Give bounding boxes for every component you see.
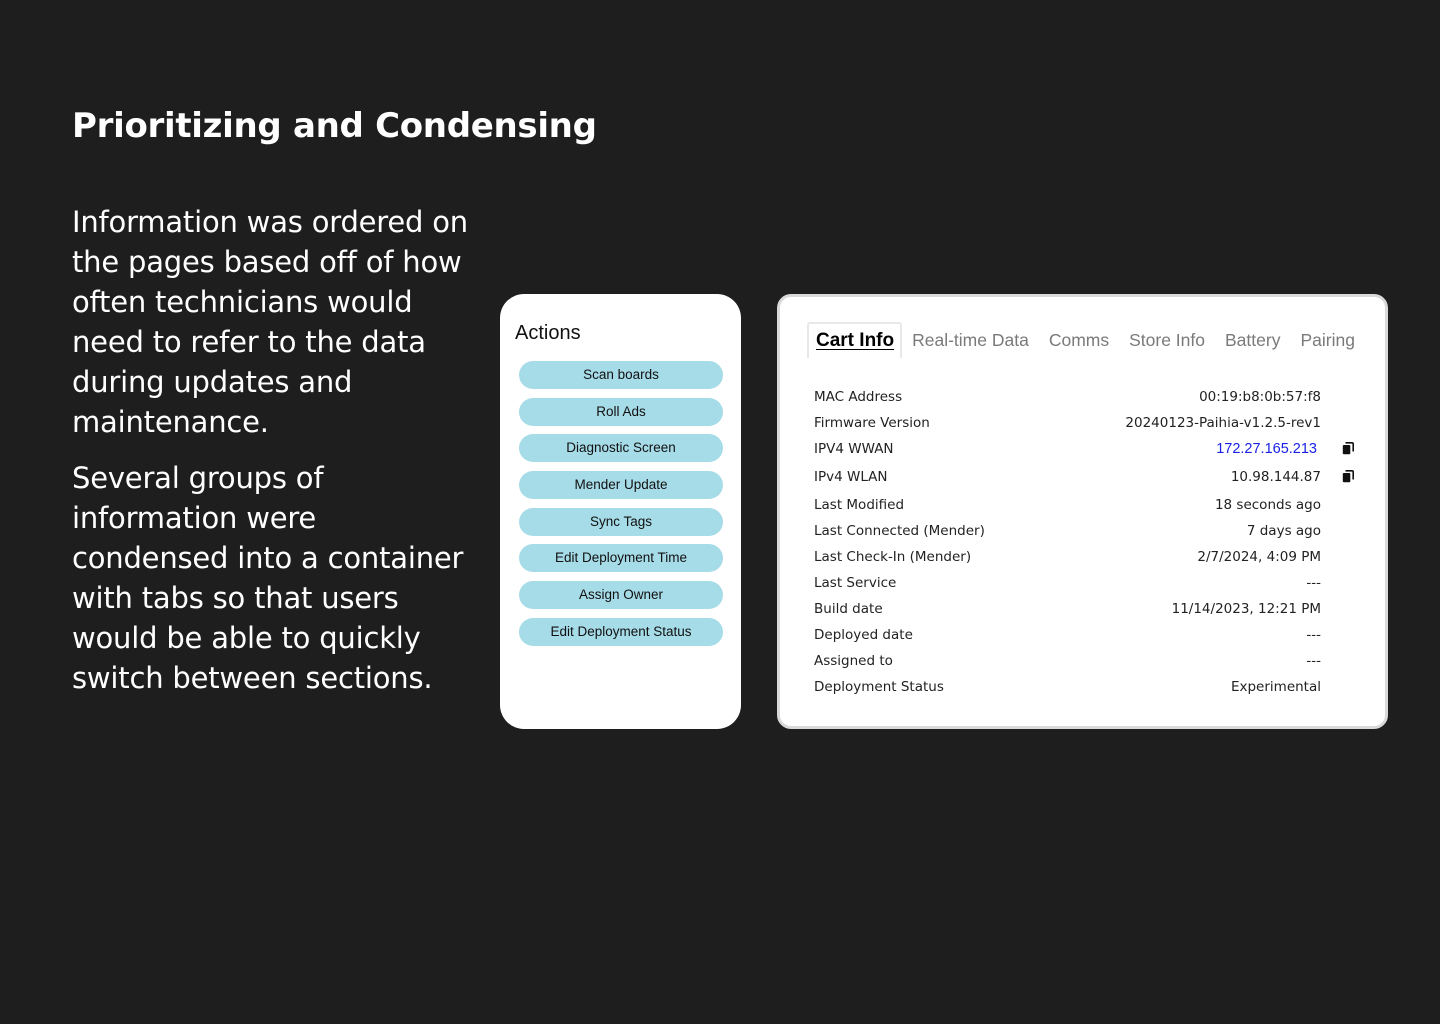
cart-info-panel — [777, 294, 1388, 729]
assign-owner-button[interactable]: Assign Owner — [519, 581, 723, 609]
info-row-ipv4-wlan — [814, 464, 1354, 492]
info-row-build-date — [814, 596, 1354, 622]
description — [72, 202, 472, 714]
row-value: --- — [1306, 627, 1321, 643]
edit-deployment-status-button[interactable]: Edit Deployment Status — [519, 618, 723, 646]
tab-pairing[interactable]: Pairing — [1300, 330, 1355, 350]
description-paragraph-2: Several groups of information were condensed into a container with tabs so that users would be able to quickly switch between sections. — [72, 461, 464, 695]
row-value: 11/14/2023, 12:21 PM — [1171, 601, 1321, 617]
row-value: 00:19:b8:0b:57:f8 — [1199, 389, 1321, 405]
tab-real-time-data[interactable]: Real-time Data — [912, 330, 1029, 350]
row-label: Deployment Status — [814, 679, 944, 695]
sync-tags-button[interactable]: Sync Tags — [519, 508, 723, 536]
info-table — [814, 384, 1354, 700]
info-row-last-modified — [814, 492, 1354, 518]
tab-comms[interactable]: Comms — [1048, 330, 1110, 350]
row-value: --- — [1306, 575, 1321, 591]
actions-panel — [500, 294, 741, 729]
description-paragraph-1: Information was ordered on the pages based off of how often technicians would need to refer to the data during updates and maintenance. — [72, 205, 468, 439]
row-label: Assigned to — [814, 653, 893, 669]
row-label: Deployed date — [814, 627, 913, 643]
copy-icon[interactable] — [1342, 442, 1354, 455]
copy-icon[interactable] — [1342, 470, 1354, 483]
row-value: 2/7/2024, 4:09 PM — [1197, 549, 1321, 565]
tab-store-info[interactable]: Store Info — [1129, 330, 1205, 350]
page-title: Prioritizing and Condensing — [72, 106, 597, 146]
info-row-ipv4-wwan — [814, 436, 1354, 464]
tab-bar — [807, 322, 1365, 358]
row-label: Last Connected (Mender) — [814, 523, 985, 539]
row-label: Last Check-In (Mender) — [814, 549, 972, 565]
info-row-last-check-in — [814, 544, 1354, 570]
tab-battery[interactable]: Battery — [1225, 330, 1281, 350]
tab-cart-info[interactable]: Cart Info — [807, 322, 902, 358]
row-value: --- — [1306, 653, 1321, 669]
info-row-assigned-to — [814, 648, 1354, 674]
row-label: Build date — [814, 601, 883, 617]
row-label: Firmware Version — [814, 415, 930, 431]
info-row-mac-address — [814, 384, 1354, 410]
row-label: MAC Address — [814, 389, 903, 405]
roll-ads-button[interactable]: Roll Ads — [519, 398, 723, 426]
row-label: IPv4 WLAN — [814, 469, 888, 485]
row-label: Last Modified — [814, 497, 905, 513]
actions-title: Actions — [515, 322, 581, 344]
info-row-firmware-version — [814, 410, 1354, 436]
info-row-deployed-date — [814, 622, 1354, 648]
row-value: 7 days ago — [1246, 523, 1321, 539]
ipv4-wwan-link[interactable]: 172.27.165.213 — [1216, 441, 1317, 457]
row-value: 10.98.144.87 — [1230, 469, 1321, 485]
mender-update-button[interactable]: Mender Update — [519, 471, 723, 499]
row-label: IPV4 WWAN — [814, 441, 894, 457]
row-value: 20240123-Paihia-v1.2.5-rev1 — [1125, 415, 1321, 431]
info-row-deployment-status — [814, 674, 1354, 700]
edit-deployment-time-button[interactable]: Edit Deployment Time — [519, 544, 723, 572]
diagnostic-screen-button[interactable]: Diagnostic Screen — [519, 434, 723, 462]
info-row-last-connected — [814, 518, 1354, 544]
row-value: 18 seconds ago — [1214, 497, 1321, 513]
row-label: Last Service — [814, 575, 897, 591]
scan-boards-button[interactable]: Scan boards — [519, 361, 723, 389]
row-value: Experimental — [1230, 679, 1321, 695]
info-row-last-service — [814, 570, 1354, 596]
